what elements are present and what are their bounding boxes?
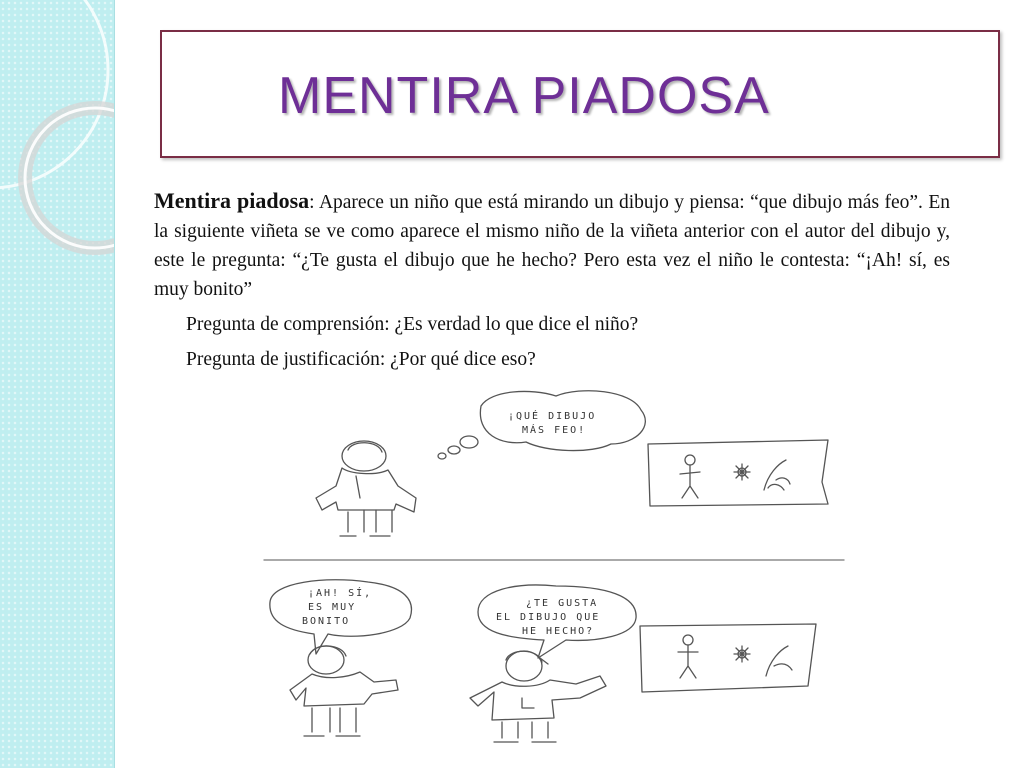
- thought-bubble: [438, 391, 645, 459]
- story-text: [154, 186, 950, 374]
- decorative-side-strip: [0, 0, 115, 768]
- story-body: : Aparece un niño que está mirando un dibujo y piensa: “que dibujo más feo”. En la siguiente viñeta se ve como aparece el mismo niño de la viñeta anterior con el autor del dibujo y, este le pregunta: “¿Te gusta el dibujo que he hecho? Pero esta vez el niño le contesta: “¡Ah! sí, es muy bonito”: [154, 192, 950, 300]
- question-justification: Pregunta de justificación: ¿Por qué dice eso?: [186, 349, 536, 370]
- thought-text-1: ¡QUÉ DIBUJO: [508, 411, 597, 422]
- boy-thinking-figure: [316, 441, 416, 536]
- reply-text-2: ES MUY: [308, 602, 357, 613]
- reply-text-1: ¡AH! SÍ,: [308, 588, 373, 599]
- question-text-3: HE HECHO?: [522, 626, 595, 637]
- thought-text-2: MÁS FEO!: [522, 425, 587, 436]
- question-text-1: ¿TE GUSTA: [526, 598, 599, 609]
- question-text-2: EL DIBUJO QUE: [496, 612, 601, 623]
- drawing-on-wall-2: [640, 624, 816, 692]
- artist-figure: [470, 651, 606, 742]
- decorative-circles: [0, 0, 114, 768]
- story-paragraph: [154, 186, 950, 304]
- question-bubble: [478, 585, 636, 658]
- comic-strip: [256, 386, 856, 746]
- reply-text-3: BONITO: [302, 616, 351, 627]
- title-frame: [160, 30, 1000, 158]
- boy-replying-figure: [290, 646, 398, 736]
- question-comprehension: Pregunta de comprensión: ¿Es verdad lo que dice el niño?: [186, 314, 639, 335]
- story-lead: Mentira piadosa: [154, 188, 310, 213]
- drawing-on-wall-1: [648, 440, 828, 506]
- reply-bubble: [270, 580, 412, 654]
- page-title: MENTIRA PIADOSA: [278, 67, 770, 125]
